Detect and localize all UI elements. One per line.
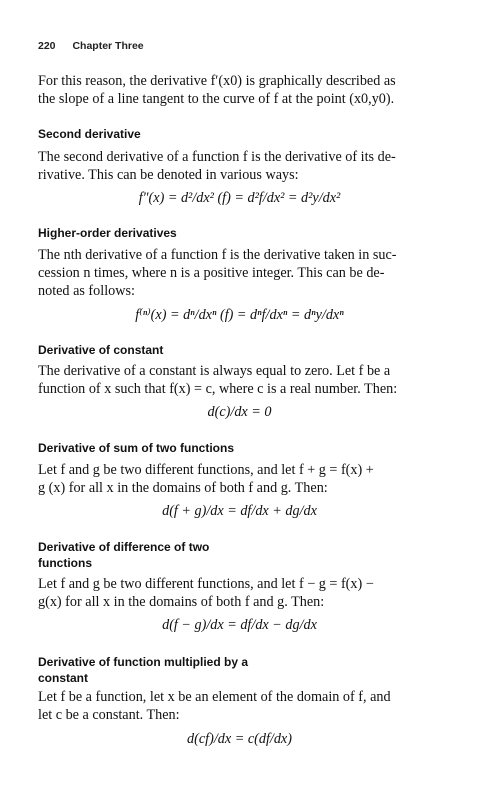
paragraph-line: Let f be a function, let x be an element of the domain of f, and [38, 689, 391, 705]
section-heading: Second derivative [38, 127, 141, 141]
equation-constant: d(c)/dx = 0 [207, 404, 272, 420]
page-number: 220 [38, 40, 56, 52]
equation-difference: d(f − g)/dx = df/dx − dg/dx [162, 617, 317, 633]
section-heading: Derivative of sum of two functions [38, 441, 235, 455]
chapter-title: Chapter Three [72, 40, 144, 52]
paragraph-line: Let f and g be two different functions, and let f − g = f(x) − [38, 576, 374, 592]
section-higher-order [38, 225, 446, 241]
section-heading: Derivative of constant [38, 343, 164, 357]
intro-paragraph [38, 72, 446, 108]
higher-order-paragraph [38, 246, 446, 300]
equation-multiplied: d(cf)/dx = c(df/dx) [187, 731, 292, 747]
paragraph-line: let c be a constant. Then: [38, 707, 180, 723]
paragraph-line: noted as follows: [38, 283, 135, 299]
section-difference [38, 539, 446, 571]
running-head [38, 40, 144, 52]
equation-sum: d(f + g)/dx = df/dx + dg/dx [162, 503, 317, 519]
paragraph-line: rivative. This can be denoted in various ways: [38, 167, 299, 183]
paragraph-line: g(x) for all x in the domains of both f and g. Then: [38, 594, 325, 610]
paragraph-line: The second derivative of a function f is the derivative of its de- [38, 149, 396, 165]
section-heading-line: Derivative of difference of two [38, 540, 210, 554]
intro-line-1: For this reason, the derivative f′(x0) is graphically described as [38, 73, 396, 89]
equation-higher-order: f⁽ⁿ⁾(x) = dⁿ/dxⁿ (f) = dⁿf/dxⁿ = dⁿy/dxⁿ [135, 307, 344, 323]
section-constant [38, 342, 446, 358]
section-multiplied [38, 654, 446, 686]
section-heading-line: Derivative of function multiplied by a [38, 655, 249, 669]
equation-second-derivative: f″(x) = d²/dx² (f) = d²f/dx² = d²y/dx² [138, 190, 341, 206]
intro-line-2: the slope of a line tangent to the curve of f at the point (x0,y0). [38, 91, 395, 107]
section-heading: Higher-order derivatives [38, 226, 177, 240]
difference-paragraph [38, 575, 446, 611]
section-heading-line: constant [38, 671, 89, 685]
paragraph-line: The derivative of a constant is always equal to zero. Let f be a [38, 363, 391, 379]
paragraph-line: function of x such that f(x) = c, where c is a real number. Then: [38, 381, 398, 397]
paragraph-line: Let f and g be two different functions, and let f + g = f(x) + [38, 462, 374, 478]
paragraph-line: cession n times, where n is a positive integer. This can be de- [38, 265, 385, 281]
constant-paragraph [38, 362, 446, 398]
second-derivative-paragraph [38, 148, 446, 184]
section-heading-line: functions [38, 556, 92, 570]
paragraph-line: The nth derivative of a function f is the derivative taken in suc- [38, 247, 397, 263]
section-sum [38, 440, 446, 456]
multiplied-paragraph [38, 688, 446, 724]
sum-paragraph [38, 461, 446, 497]
section-second-derivative [38, 126, 446, 142]
paragraph-line: g (x) for all x in the domains of both f and g. Then: [38, 480, 328, 496]
